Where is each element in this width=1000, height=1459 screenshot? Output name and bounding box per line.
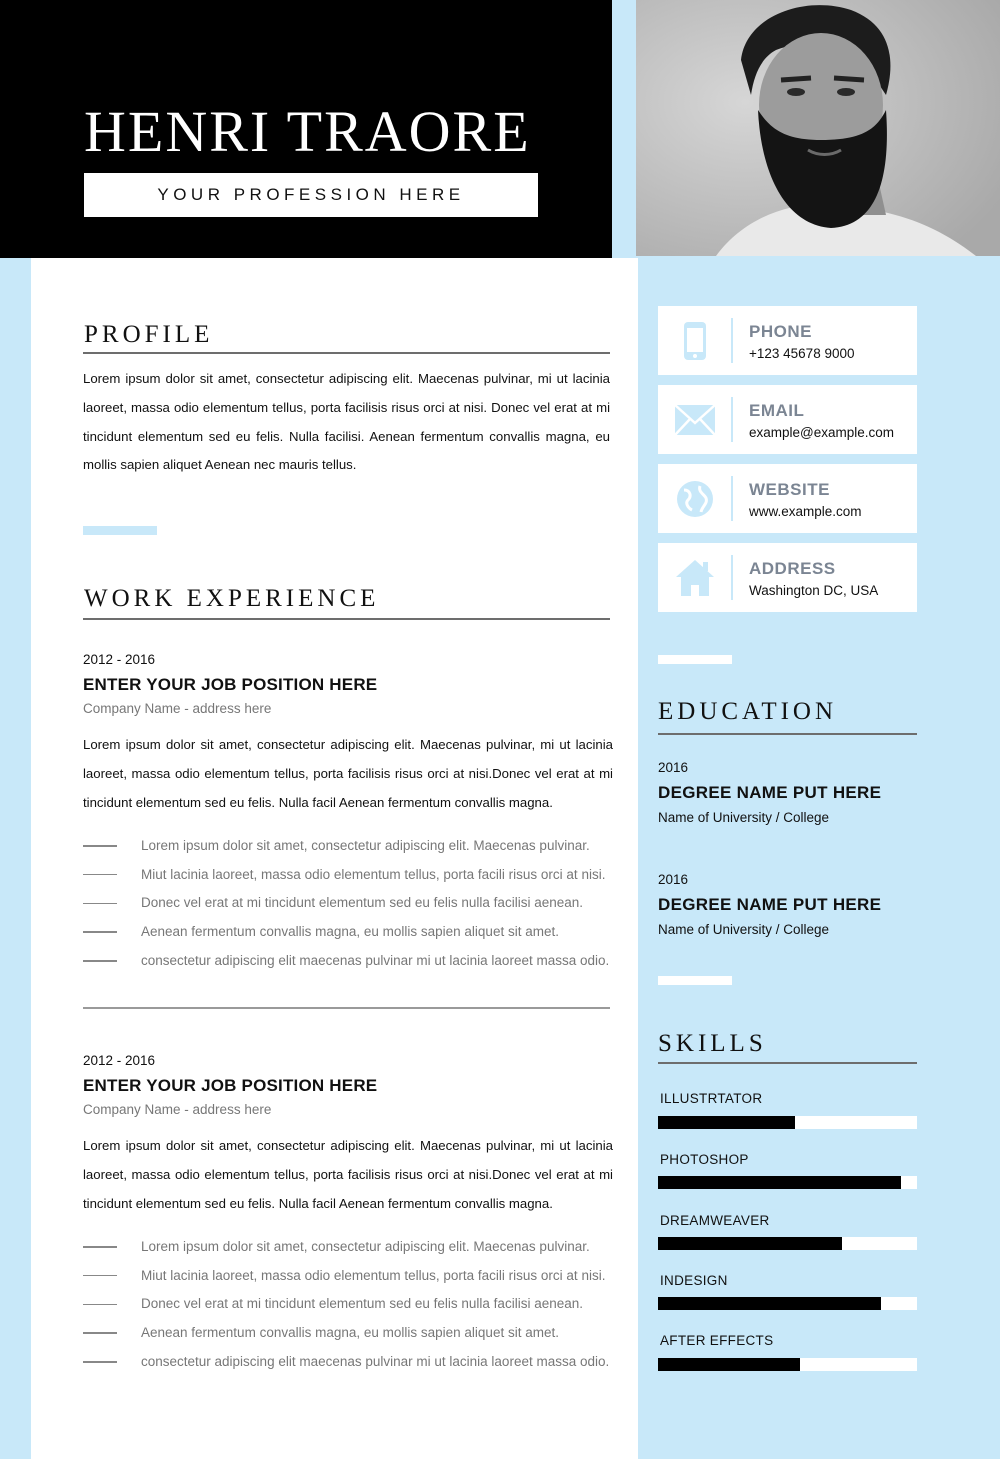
contact-card-address bbox=[658, 543, 917, 612]
home-icon bbox=[674, 557, 716, 599]
section-accent-bar bbox=[83, 526, 157, 535]
bullet-text: Aenean fermentum convallis magna, eu mollis sapien aliquet sit amet. bbox=[141, 1325, 559, 1341]
job-date: 2012 - 2016 bbox=[83, 1053, 156, 1068]
education-year: 2016 bbox=[658, 760, 689, 775]
list-item bbox=[83, 917, 613, 946]
work-heading: WORK EXPERIENCE bbox=[84, 585, 380, 612]
education-heading: EDUCATION bbox=[658, 698, 838, 725]
skills-heading: SKILLS bbox=[658, 1030, 767, 1057]
contact-label: PHONE bbox=[749, 322, 812, 341]
card-divider bbox=[731, 318, 733, 363]
card-divider bbox=[731, 476, 733, 521]
contact-value: +123 45678 9000 bbox=[749, 346, 855, 361]
bullet-text: Donec vel erat at mi tincidunt elementum sed eu felis nulla facilisi aenean. bbox=[141, 895, 583, 911]
bullet-text: Donec vel erat at mi tincidunt elementum sed eu felis nulla facilisi aenean. bbox=[141, 1296, 583, 1312]
bullet-text: consectetur adipiscing elit maecenas pulvinar mi ut lacinia laoreet massa odio. bbox=[141, 953, 610, 969]
education-school: Name of University / College bbox=[658, 922, 830, 937]
job-position: ENTER YOUR JOB POSITION HERE bbox=[83, 675, 378, 694]
job-description: Lorem ipsum dolor sit amet, consectetur adipiscing elit. Maecenas pulvinar, mi ut lacinia laoreet, massa odio elementum tellus, porta facilisis risus orci at nisi.Donec vel erat at mi tincidunt elementum sed eu felis. Nulla facil Aenean fermentum convallis magna. bbox=[83, 737, 613, 810]
education-degree: DEGREE NAME PUT HERE bbox=[658, 783, 882, 802]
contact-label: ADDRESS bbox=[749, 559, 836, 578]
dash-icon bbox=[83, 1332, 117, 1334]
job-company: Company Name - address here bbox=[83, 1102, 272, 1117]
education-rule bbox=[658, 733, 917, 735]
job-position: ENTER YOUR JOB POSITION HERE bbox=[83, 1076, 378, 1095]
bullet-text: consectetur adipiscing elit maecenas pulvinar mi ut lacinia laoreet massa odio. bbox=[141, 1354, 610, 1370]
skills-rule bbox=[658, 1062, 917, 1064]
education-year: 2016 bbox=[658, 872, 689, 887]
card-divider bbox=[731, 555, 733, 600]
header-block bbox=[0, 0, 612, 258]
skill-bar bbox=[658, 1297, 917, 1310]
dash-icon bbox=[83, 1304, 117, 1306]
contact-value: example@example.com bbox=[749, 425, 895, 440]
dash-icon bbox=[83, 874, 117, 876]
skill-bar bbox=[658, 1176, 917, 1189]
profile-heading: PROFILE bbox=[84, 321, 214, 348]
contact-card-email bbox=[658, 385, 917, 454]
dash-icon bbox=[83, 903, 117, 905]
profile-text: Lorem ipsum dolor sit amet, consectetur adipiscing elit. Maecenas pulvinar, mi ut lacinia laoreet, massa odio elementum tellus, porta facilisis risus orci at nisi. Donec vel erat at mi tincidunt elementum sed eu felis. Nulla facilisi. Aenean fermentum convallis magna, eu mollis sapien aliquet Aenean nec mauris tellus. bbox=[83, 371, 610, 473]
dash-icon bbox=[83, 1361, 117, 1363]
bullet-text: Lorem ipsum dolor sit amet, consectetur adipiscing elit. Maecenas pulvinar. bbox=[141, 1238, 590, 1254]
job-company: Company Name - address here bbox=[83, 701, 272, 716]
email-icon bbox=[674, 399, 716, 441]
dash-icon bbox=[83, 931, 117, 933]
candidate-name: HENRI TRAORE bbox=[84, 99, 531, 164]
list-item bbox=[83, 1261, 613, 1290]
contact-label: EMAIL bbox=[749, 401, 805, 420]
list-item bbox=[83, 1232, 613, 1261]
list-item bbox=[83, 1318, 613, 1347]
profile-rule bbox=[83, 352, 610, 354]
section-accent-bar bbox=[658, 976, 732, 985]
list-item bbox=[83, 1347, 613, 1376]
dash-icon bbox=[83, 845, 117, 847]
skill-name: PHOTOSHOP bbox=[660, 1152, 749, 1167]
skill-bar-fill bbox=[658, 1176, 901, 1189]
contact-value: Washington DC, USA bbox=[749, 583, 879, 598]
bullet-text: Aenean fermentum convallis magna, eu mollis sapien aliquet sit amet. bbox=[141, 924, 559, 940]
job-divider bbox=[83, 1007, 610, 1009]
contact-value: www.example.com bbox=[749, 504, 862, 519]
dash-icon bbox=[83, 1246, 117, 1248]
skill-bar-fill bbox=[658, 1116, 795, 1129]
list-item bbox=[83, 1290, 613, 1319]
card-divider bbox=[731, 397, 733, 442]
profile-photo bbox=[636, 0, 1000, 256]
portrait-illustration bbox=[636, 0, 1000, 256]
dash-icon bbox=[83, 960, 117, 962]
job-description: Lorem ipsum dolor sit amet, consectetur adipiscing elit. Maecenas pulvinar, mi ut lacinia laoreet, massa odio elementum tellus, porta facilisis risus orci at nisi.Donec vel erat at mi tincidunt elementum sed eu felis. Nulla facil Aenean fermentum convallis magna. bbox=[83, 1138, 613, 1211]
phone-icon bbox=[674, 320, 716, 362]
list-item bbox=[83, 946, 613, 975]
skill-name: DREAMWEAVER bbox=[660, 1213, 770, 1228]
section-accent-bar bbox=[658, 655, 732, 664]
skill-name: AFTER EFFECTS bbox=[660, 1333, 774, 1348]
profession-title: YOUR PROFESSION HERE bbox=[157, 185, 465, 204]
work-rule bbox=[83, 618, 610, 620]
profession-box bbox=[84, 173, 538, 217]
skill-bar bbox=[658, 1237, 917, 1250]
contact-label: WEBSITE bbox=[749, 480, 830, 499]
list-item bbox=[83, 860, 613, 889]
bullet-text: Miut lacinia laoreet, massa odio elementum tellus, porta facili risus orci at nisi. bbox=[141, 1267, 606, 1283]
education-degree: DEGREE NAME PUT HERE bbox=[658, 895, 882, 914]
skill-bar bbox=[658, 1358, 917, 1371]
education-school: Name of University / College bbox=[658, 810, 830, 825]
bullet-text: Miut lacinia laoreet, massa odio elementum tellus, porta facili risus orci at nisi. bbox=[141, 866, 606, 882]
job-bullet-list bbox=[83, 831, 613, 975]
skill-bar bbox=[658, 1116, 917, 1129]
skill-bar-fill bbox=[658, 1297, 881, 1310]
list-item bbox=[83, 889, 613, 918]
job-date: 2012 - 2016 bbox=[83, 652, 156, 667]
job-bullet-list bbox=[83, 1232, 613, 1376]
globe-icon bbox=[674, 478, 716, 520]
skill-bar-fill bbox=[658, 1237, 842, 1250]
skill-bar-fill bbox=[658, 1358, 800, 1371]
list-item bbox=[83, 831, 613, 860]
contact-card-phone bbox=[658, 306, 917, 375]
skill-name: INDESIGN bbox=[660, 1273, 728, 1288]
contact-card-website bbox=[658, 464, 917, 533]
bullet-text: Lorem ipsum dolor sit amet, consectetur adipiscing elit. Maecenas pulvinar. bbox=[141, 837, 590, 853]
dash-icon bbox=[83, 1275, 117, 1277]
skill-name: ILLUSTRTATOR bbox=[660, 1091, 763, 1106]
